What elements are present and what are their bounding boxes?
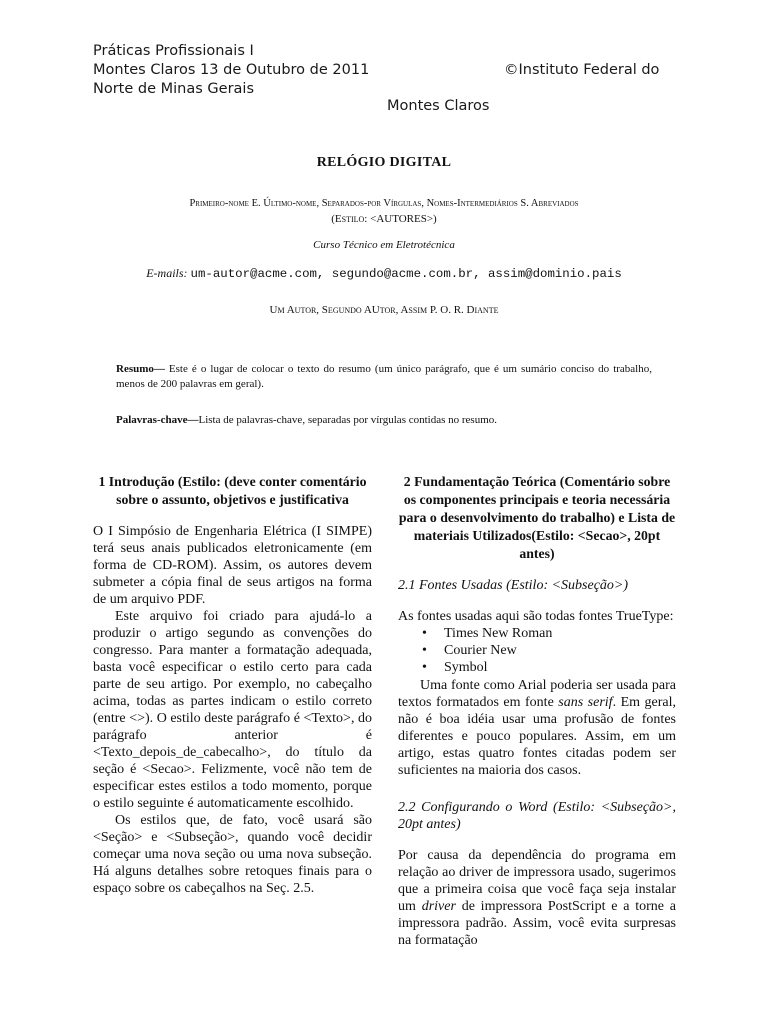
course-name: Curso Técnico em Eletrotécnica (313, 239, 455, 251)
abstract-text: Este é o lugar de colocar o texto do resumo (um único parágrafo, que é um sumário conciso do trabalho, menos de 200 palavras em geral). (116, 363, 652, 390)
right-column (398, 473, 676, 949)
header-date: Montes Claros 13 de Outubro de 2011 (93, 62, 370, 78)
section-1-heading: 1 Introdução (Estilo: (deve conter comentário sobre o assunto, objetivos e justificativa (98, 474, 367, 507)
authors-line: Primeiro-nome E. Último-nome, Separados-por Vírgulas, Nomes-Intermediários S. Abreviados (189, 198, 579, 209)
emails-line (60, 266, 708, 281)
fonts-list (398, 625, 676, 676)
header-course: Práticas Profissionais I (93, 43, 254, 59)
paragraph: As fontes usadas aqui são todas fontes TrueType: (398, 609, 674, 624)
subsection-2-1-heading: 2.1 Fontes Usadas (Estilo: <Subseção>) (398, 578, 629, 593)
abstract (116, 362, 652, 392)
paragraph: Os estilos que, de fato, você usará são <Seção> e <Subseção>, quando você decidir começar uma nova seção ou uma nova subseção. Há alguns detalhes sobre retoques finais para o espaço sobre os cabeçalhos na Seç. 2.5. (93, 813, 372, 896)
emails-label: E-mails: (146, 266, 188, 280)
keywords-label: Palavras-chave— (116, 414, 199, 426)
paragraph: Por causa da dependência do programa em relação ao driver de impressora usado, sugerimos que a primeira coisa que você faça seja instalar um driver de impressora PostScript e a torne a impressora padrão. Assim, você evita surpresas na formatação (398, 848, 677, 948)
authors-style-note: (Estilo: <AUTORES>) (331, 213, 437, 225)
abstract-label: Resumo— (116, 363, 165, 375)
emails-value: um-autor@acme.com, segundo@acme.com.br, assim@dominio.pais (190, 267, 622, 281)
section-2-heading: 2 Fundamentação Teórica (Comentário sobre os componentes principais e teoria necessária para o desenvolvimento do trabalho) e Lista de materiais Utilizados(Estilo: <Secao>, 20pt antes) (398, 474, 676, 561)
header-institution-cont: Norte de Minas Gerais (93, 81, 254, 97)
list-item: • Times New Roman (422, 625, 676, 642)
header-institution: ©Instituto Federal do (504, 62, 660, 78)
subsection-2-2-heading: 2.2 Configurando o Word (Estilo: <Subseção>, 20pt antes) (398, 800, 676, 832)
keywords-text: Lista de palavras-chave, separadas por vírgulas contidas no resumo. (198, 414, 498, 426)
paragraph: O I Simpósio de Engenharia Elétrica (I SIMPE) terá seus anais publicados eletronicamente (em forma de CD-ROM). Assim, os autores devem submeter a cópia final de seus artigos na forma de um arquivo PDF. (93, 524, 372, 607)
list-item: • Symbol (422, 659, 676, 676)
list-item: • Courier New (422, 642, 676, 659)
page-title: RELÓGIO DIGITAL (316, 155, 452, 170)
keywords (116, 413, 652, 428)
left-column (93, 473, 372, 897)
author-names: Um Autor, Segundo AUtor, Assim P. O. R. Diante (269, 304, 499, 316)
paragraph: Uma fonte como Arial poderia ser usada para textos formatados em fonte sans serif. Em geral, não é boa idéia usar uma profusão de fontes diferentes e pouco populares. Assim, em um artigo, estas quatro fontes citadas podem ser suficientes na maioria dos casos. (398, 678, 676, 778)
header-city: Montes Claros (387, 98, 490, 114)
paragraph: Este arquivo foi criado para ajudá-lo a produzir o artigo segundo as convenções do congresso. Para manter a formatação adequada, basta você especificar o estilo certo para cada parte de seu artigo. Por exemplo, no cabeçalho acima, todas as partes indicam o estilo correto (entre <>). O estilo deste parágrafo é <Texto>, do parágrafo anterior é <Texto_depois_de_cabecalho>, do título da seção é <Secao>. Felizmente, você não tem de especificar estes estilos a todo momento, porque o estilo seguinte é automaticamente escolhido. (93, 609, 372, 811)
